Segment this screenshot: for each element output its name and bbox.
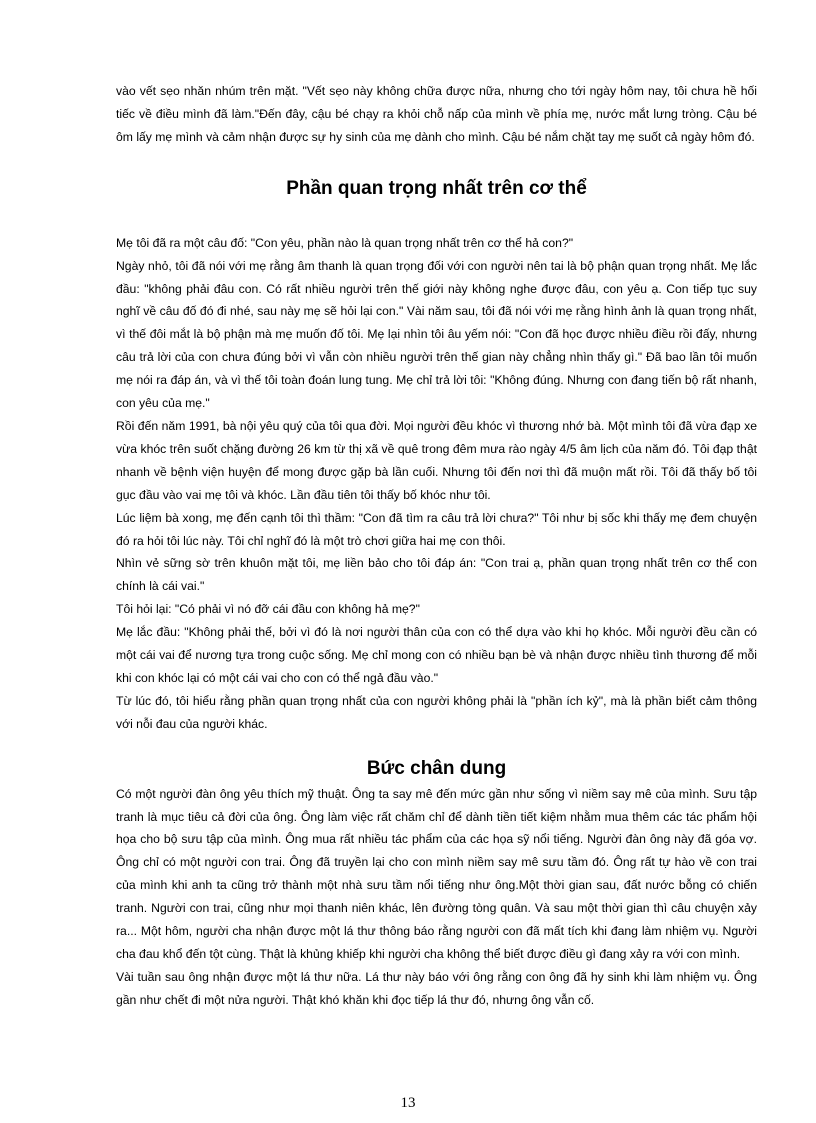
paragraph: Tôi hỏi lại: "Có phải vì nó đỡ cái đầu con không hả mẹ?" <box>116 602 420 617</box>
paragraph: Lúc liệm bà xong, mẹ đến cạnh tôi thì thầm: "Con đã tìm ra câu trả lời chưa?" Tôi như bị sốc khi thấy mẹ đem chuyện đó ra hỏi tôi lúc này. Tôi chỉ nghĩ đó là một trò chơi giữa hai mẹ con thôi. <box>116 510 757 548</box>
page-content <box>116 80 757 1012</box>
paragraph: Mẹ tôi đã ra một câu đố: "Con yêu, phần nào là quan trọng nhất trên cơ thể hả con?" <box>116 235 574 250</box>
paragraph: Ngày nhỏ, tôi đã nói với mẹ rằng âm thanh là quan trọng đối với con người nên tai là bộ phận quan trọng nhất. Mẹ lắc đầu: "không phải đâu con. Có rất nhiều người trên thế giới này không nghe được đâu, con yêu ạ. Con tiếp tục suy nghĩ về câu đố đó đi nhé, sau này mẹ sẽ hỏi lại con." Vài năm sau, tôi đã nói với mẹ rằng hình ảnh là quan trọng nhất, vì thế đôi mắt là bộ phận mà mẹ muốn đố tôi. Mẹ lại nhìn tôi âu yếm nói: "Con đã học được nhiều điều rồi đấy, nhưng câu trả lời của con chưa đúng bởi vì vẫn còn nhiều người trên thế gian này chẳng nhìn thấy gì." Đã bao lần tôi muốn mẹ nói ra đáp án, và vì thế tôi toàn đoán lung tung. Mẹ chỉ trả lời tôi: "Không đúng. Nhưng con đang tiến bộ rất nhanh, con yêu của mẹ." <box>116 258 757 411</box>
section-title-most-important-body-part: Phần quan trọng nhất trên cơ thể <box>286 177 587 199</box>
paragraph: Rồi đến năm 1991, bà nội yêu quý của tôi qua đời. Mọi người đều khóc vì thương nhớ bà. Một mình tôi đã vừa đạp xe vừa khóc trên suốt chặng đường 26 km từ thị xã về quê trong đêm mưa rào ngày 4/5 âm lịch của năm đó. Tôi đạp thật nhanh về bệnh viện huyện để mong được gặp bà lần cuối. Nhưng tôi đến nơi thì đã muộn mất rồi. Tôi đã thấy bố tôi gục đầu vào vai mẹ tôi và khóc. Lần đầu tiên tôi thấy bố khóc như tôi. <box>116 418 757 502</box>
page-number: 13 <box>400 1095 416 1111</box>
intro-paragraph: vào vết sẹo nhăn nhúm trên mặt. "Vết sẹo này không chữa được nữa, nhưng cho tới ngày hôm nay, tôi chưa hề hối tiếc về điều mình đã làm."Đến đây, cậu bé chạy ra khỏi chỗ nấp của mình về phía mẹ, nước mắt lưng tròng. Cậu bé ôm lấy mẹ mình và cảm nhận được sự hy sinh của mẹ dành cho mình. Cậu bé nắm chặt tay mẹ suốt cả ngày hôm đó. <box>116 84 757 144</box>
paragraph: Vài tuần sau ông nhận được một lá thư nữa. Lá thư này báo với ông rằng con ông đã hy sinh khi làm nhiệm vụ. Ông gần như chết đi một nửa người. Thật khó khăn khi đọc tiếp lá thư đó, nhưng ông vẫn cố. <box>116 969 757 1007</box>
paragraph: Có một người đàn ông yêu thích mỹ thuật. Ông ta say mê đến mức gần như sống vì niềm say mê của mình. Sưu tập tranh là mục tiêu cả đời của ông. Ông làm việc rất chăm chỉ để dành tiền tiết kiệm nhằm mua thêm các tác phẩm hội họa cho bộ sưu tập của mình. Ông mua rất nhiều tác phẩm của các họa sỹ nổi tiếng. Người đàn ông này đã góa vợ. Ông chỉ có một người con trai. Ông đã truyền lại cho con mình niềm say mê sưu tầm đó. Ông rất tự hào về con trai của mình khi anh ta cũng trở thành một nhà sưu tầm nổi tiếng như ông.Một thời gian sau, đất nước bỗng có chiến tranh. Người con trai, cũng như mọi thanh niên khác, lên đường tòng quân. Và sau một thời gian thì câu chuyện xảy ra... Một hôm, người cha nhận được một lá thư thông báo rằng người con đã mất tích khi đang làm nhiệm vụ. Người cha đau khổ đến tột cùng. Thật là khủng khiếp khi người cha không thể biết được điều gì đang xảy ra với con mình. <box>116 786 757 961</box>
paragraph: Từ lúc đó, tôi hiểu rằng phần quan trọng nhất của con người không phải là "phần ích kỷ", mà là phần biết cảm thông với nỗi đau của người khác. <box>116 693 757 731</box>
section-title-portrait: Bức chân dung <box>366 757 507 779</box>
paragraph: Mẹ lắc đầu: "Không phải thế, bởi vì đó là nơi người thân của con có thể dựa vào khi họ khóc. Mỗi người đều cần có một cái vai để nương tựa trong cuộc sống. Mẹ chỉ mong con có nhiều bạn bè và nhận được nhiều tình thương để mỗi khi con khóc lại có một cái vai cho con có thể ngả đầu vào." <box>116 625 757 685</box>
paragraph: Nhìn vẻ sững sờ trên khuôn mặt tôi, mẹ liền bảo cho tôi đáp án: "Con trai ạ, phần quan trọng nhất trên cơ thể con chính là cái vai." <box>116 556 757 594</box>
